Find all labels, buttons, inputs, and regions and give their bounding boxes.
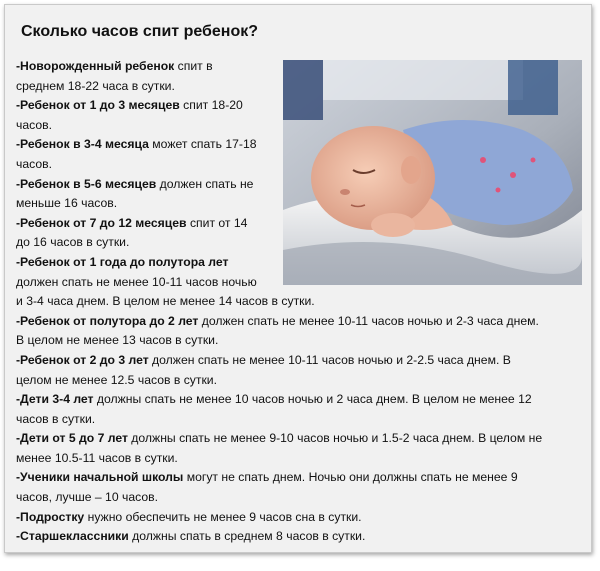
page-title: Сколько часов спит ребенок?: [21, 23, 259, 40]
sleep-hours-list: [16, 57, 582, 547]
list-item: до 16 часов в сутки.: [16, 235, 130, 250]
list-item: часов, лучше – 10 часов.: [16, 490, 158, 505]
list-item: должен спать не менее 10-11 часов ночью: [16, 274, 257, 289]
list-item: и 3-4 часа днем. В целом не менее 14 часов в сутки.: [16, 294, 315, 309]
list-item: меньше 16 часов.: [16, 196, 118, 211]
list-item: -Ребенок в 3-4 месяца может спать 17-18: [16, 137, 257, 152]
list-item: -Старшеклассники должны спать в среднем 8 часов в сутки.: [16, 529, 366, 544]
list-item: -Дети от 5 до 7 лет должны спать не менее 9-10 часов ночью и 1.5-2 часа днем. В целом не: [16, 431, 543, 446]
list-item: -Ребенок от 7 до 12 месяцев спит от 14: [16, 215, 248, 230]
list-item: -Новорожденный ребенок спит в: [16, 59, 213, 73]
list-item: -Ребенок от 1 до 3 месяцев спит 18-20: [16, 98, 243, 113]
list-item: -Ребенок от 1 года до полутора лет: [16, 254, 229, 269]
list-item: часов.: [16, 156, 52, 171]
list-item: -Ребенок от 2 до 3 лет должен спать не менее 10-11 часов ночью и 2-2.5 часа днем. В: [16, 352, 511, 367]
list-item: -Ученики начальной школы могут не спать днем. Ночью они должны спать не менее 9: [16, 470, 518, 485]
list-item: менее 10.5-11 часов в сутки.: [16, 450, 178, 465]
list-item: -Ребенок от полутора до 2 лет должен спать не менее 10-11 часов ночью и 2-3 часа днем.: [16, 313, 539, 328]
list-item: часов в сутки.: [16, 411, 96, 426]
list-item: -Дети 3-4 лет должны спать не менее 10 часов ночью и 2 часа днем. В целом не менее 12: [16, 392, 532, 407]
list-item: часов.: [16, 117, 52, 132]
list-item: -Подростку нужно обеспечить не менее 9 часов сна в сутки.: [16, 509, 362, 524]
list-item: целом не менее 12.5 часов в сутки.: [16, 372, 217, 387]
list-item: -Ребенок в 5-6 месяцев должен спать не: [16, 176, 254, 191]
list-item: среднем 18-22 часа в сутки.: [16, 78, 175, 93]
list-item: В целом не менее 13 часов в сутки.: [16, 333, 219, 348]
info-card: [4, 4, 592, 553]
